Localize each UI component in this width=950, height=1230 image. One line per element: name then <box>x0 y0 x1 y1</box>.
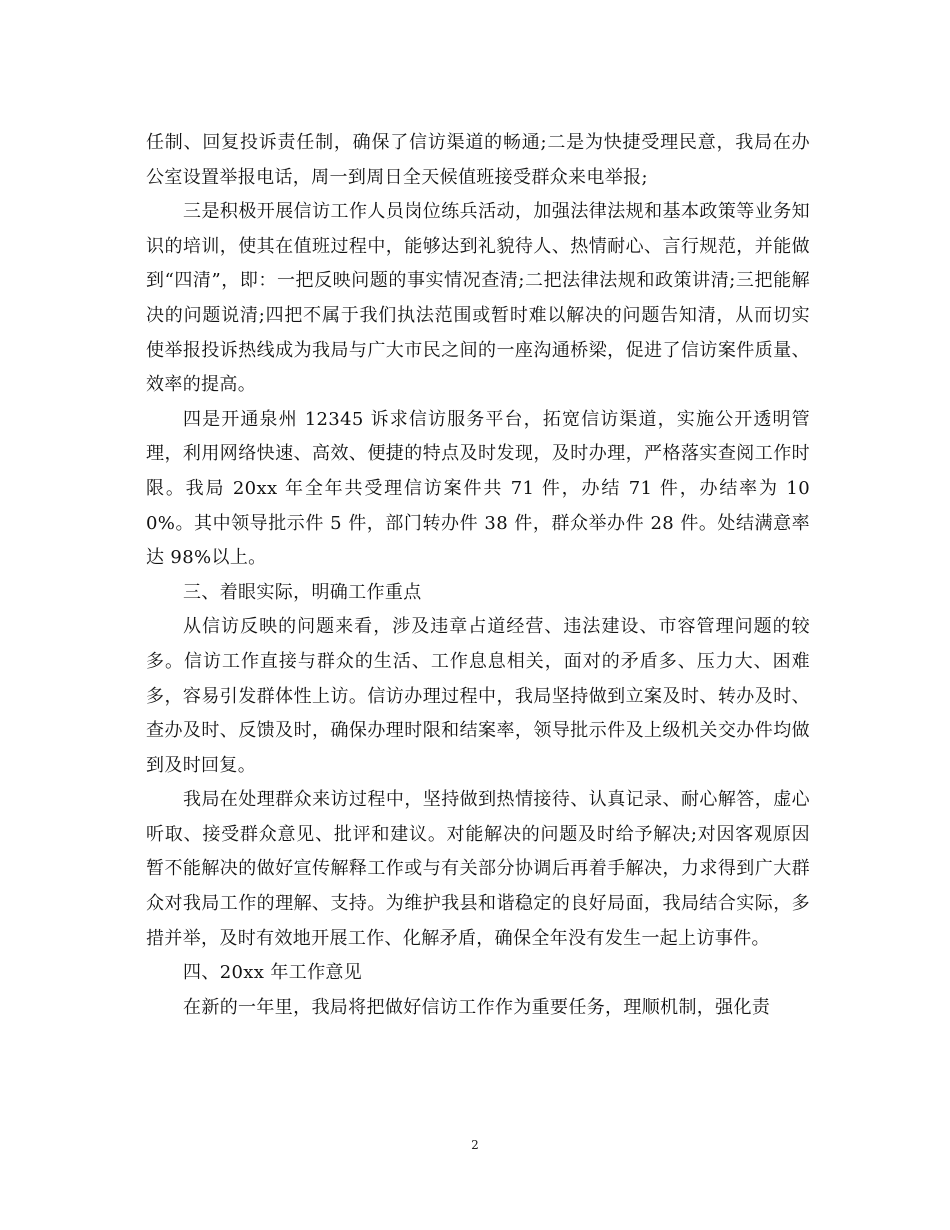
paragraph-new-year-plan: 在新的一年里，我局将把做好信访工作作为重要任务，理顺机制，强化责 <box>183 996 771 1018</box>
paragraph-petition-issues: 从信访反映的问题来看，涉及违章占道经营、违法建设、市容管理问题的较多。信访工作直接与群众的生活、工作息息相关，面对的矛盾多、压力大、困难多，容易引发群体性上访。信访办理过程中，我局坚持做到立案及时、转办及时、查办及时、反馈及时，确保办理时限和结案率，领导批示件及上级机关交办件均做到及时回复。 <box>146 616 810 776</box>
document-body <box>146 126 810 1025</box>
paragraph-12345-platform: 四是开通泉州 12345 诉求信访服务平台，拓宽信访渠道，实施公开透明管理，利用网络快速、高效、便捷的特点及时发现，及时办理，严格落实查阅工作时限。我局 20xx 年全年共受理信访案件共 71 件，办结 71 件，办结率为 100%。其中领导批示件 5 件，部门转办件 38 件，群众举办件 28 件。处结满意率达 98%以上。 <box>146 408 810 569</box>
paragraph-staff-training: 三是积极开展信访工作人员岗位练兵活动，加强法律法规和基本政策等业务知识的培训，使其在值班过程中，能够达到礼貌待人、热情耐心、言行规范，并能做到“四清”，即：一把反映问题的事实情况查清;二把法律法规和政策讲清;三把能解决的问题说清;四把不属于我们执法范围或暂时难以解决的问题告知清，从而切实使举报投诉热线成为我局与广大市民之间的一座沟通桥梁，促进了信访案件质量、效率的提高。 <box>146 201 810 396</box>
section-heading-4: 四、20xx 年工作意见 <box>183 962 363 984</box>
section-heading-3: 三、着眼实际，明确工作重点 <box>183 581 422 603</box>
paragraph-handling-visits: 我局在处理群众来访过程中，坚持做到热情接待、认真记录、耐心解答，虚心听取、接受群众意见、批评和建议。对能解决的问题及时给予解决;对因客观原因暂不能解决的做好宣传解释工作或与有关部分协调后再着手解决，力求得到广大群众对我局工作的理解、支持。为维护我县和谐稳定的良好局面，我局结合实际，多措并举，及时有效地开展工作、化解矛盾，确保全年没有发生一起上访事件。 <box>146 789 810 949</box>
page-number: 2 <box>471 1138 479 1152</box>
paragraph-complaint-responsibility: 任制、回复投诉责任制，确保了信访渠道的畅通;二是为快捷受理民意，我局在办公室设置举报电话，周一到周日全天候值班接受群众来电举报; <box>146 132 810 188</box>
